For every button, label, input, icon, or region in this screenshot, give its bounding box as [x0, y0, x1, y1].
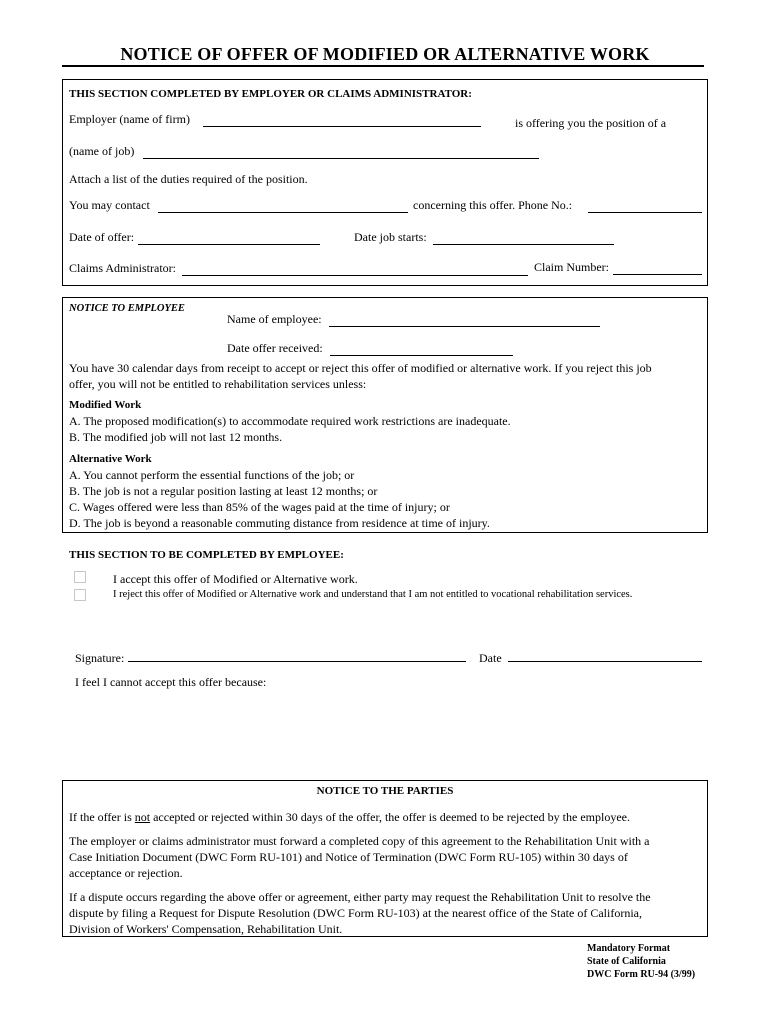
- employer-section-heading: THIS SECTION COMPLETED BY EMPLOYER OR CLAIMS ADMINISTRATOR:: [69, 88, 472, 100]
- notice-paragraph-2-line: Case Initiation Document (DWC Form RU-101) and Notice of Termination (DWC Form RU-105) within 30 days of: [69, 850, 628, 864]
- job-name-field[interactable]: [143, 158, 539, 159]
- notice-paragraph-3-line: Division of Workers' Compensation, Rehabilitation Unit.: [69, 922, 343, 936]
- accept-text: I accept this offer of Modified or Alternative work.: [113, 572, 358, 586]
- notice-paragraph-1-not: not: [134, 810, 151, 824]
- date-label: Date: [479, 651, 502, 665]
- list-item: C. Wages offered were less than 85% of the wages paid at the time of injury; or: [69, 500, 450, 514]
- contact-field[interactable]: [158, 212, 408, 213]
- employer-name-label: Employer (name of firm): [69, 112, 190, 126]
- notice-paragraph-2-line: acceptance or rejection.: [69, 866, 183, 880]
- list-item: A. The proposed modification(s) to accommodate required work restrictions are inadequate.: [69, 414, 511, 428]
- employee-section-heading: THIS SECTION TO BE COMPLETED BY EMPLOYEE:: [69, 549, 344, 561]
- concerning-phone-label: concerning this offer. Phone No.:: [413, 198, 573, 212]
- date-job-starts-field[interactable]: [433, 244, 614, 245]
- date-of-offer-label: Date of offer:: [69, 230, 135, 244]
- accept-checkbox[interactable]: [74, 571, 86, 583]
- claim-number-field[interactable]: [613, 274, 702, 275]
- claims-administrator-field[interactable]: [182, 275, 528, 276]
- list-item: D. The job is beyond a reasonable commuting distance from residence at time of injury.: [69, 516, 490, 530]
- modified-work-list: [69, 413, 701, 445]
- footer-mandatory-format: Mandatory Format: [587, 943, 671, 954]
- notice-paragraph-1-end: accepted or rejected within 30 days of the offer, the offer is deemed to be rejected by the employee.: [150, 810, 630, 824]
- notice-paragraph-1: [69, 810, 630, 825]
- claims-administrator-label: Claims Administrator:: [69, 261, 176, 275]
- reject-checkbox[interactable]: [74, 589, 86, 601]
- employee-name-label: Name of employee:: [227, 312, 322, 326]
- notice-paragraph-1-start: If the offer is: [69, 810, 135, 824]
- signature-label: Signature:: [75, 651, 125, 665]
- date-job-starts-label: Date job starts:: [354, 230, 427, 244]
- notice-paragraph-2-line: The employer or claims administrator must forward a completed copy of this agreement to the Rehabilitation Unit with a: [69, 834, 650, 848]
- employer-name-field[interactable]: [203, 126, 481, 127]
- offering-text: is offering you the position of a: [515, 116, 667, 130]
- form-footer: [587, 942, 695, 981]
- cannot-accept-reason-field[interactable]: [75, 692, 702, 772]
- notice-paragraph-3-line: dispute by filing a Request for Dispute Resolution (DWC Form RU-103) at the nearest office of the State of California,: [69, 906, 642, 920]
- date-offer-received-label: Date offer received:: [227, 341, 323, 355]
- modified-work-heading: Modified Work: [69, 399, 142, 411]
- notice-to-parties-heading: NOTICE TO THE PARTIES: [316, 785, 454, 797]
- list-item: B. The job is not a regular position lasting at least 12 months; or: [69, 484, 378, 498]
- title-rule: [62, 65, 704, 67]
- notice-paragraph-3-line: If a dispute occurs regarding the above offer or agreement, either party may request the Rehabilitation Unit to resolve the: [69, 890, 651, 904]
- attach-duties-text: Attach a list of the duties required of the position.: [69, 172, 308, 186]
- form-title: NOTICE OF OFFER OF MODIFIED OR ALTERNATIVE WORK: [120, 44, 650, 64]
- alternative-work-heading: Alternative Work: [69, 453, 152, 465]
- notice-paragraph-2: [69, 833, 701, 881]
- alternative-work-list: [69, 467, 701, 531]
- reject-text: I reject this offer of Modified or Alternative work and understand that I am not entitled to vocational rehabilitation services.: [113, 589, 633, 600]
- notice-paragraph-3: [69, 889, 701, 937]
- employee-name-field[interactable]: [329, 326, 600, 327]
- list-item: B. The modified job will not last 12 months.: [69, 430, 283, 444]
- claim-number-label: Claim Number:: [534, 260, 609, 274]
- date-field[interactable]: [508, 661, 702, 662]
- footer-state: State of California: [587, 956, 666, 967]
- cannot-accept-label: I feel I cannot accept this offer because:: [75, 675, 267, 689]
- signature-field[interactable]: [128, 661, 466, 662]
- job-name-label: (name of job): [69, 144, 135, 158]
- rejection-intro: [69, 360, 701, 392]
- list-item: A. You cannot perform the essential functions of the job; or: [69, 468, 355, 482]
- rejection-intro-line-2: offer, you will not be entitled to rehabilitation services unless:: [69, 377, 367, 391]
- date-of-offer-field[interactable]: [138, 244, 320, 245]
- footer-form-number: DWC Form RU-94 (3/99): [587, 969, 696, 980]
- contact-label: You may contact: [69, 198, 150, 212]
- notice-to-employee-heading: NOTICE TO EMPLOYEE: [69, 303, 185, 314]
- date-offer-received-field[interactable]: [330, 355, 513, 356]
- phone-field[interactable]: [588, 212, 702, 213]
- rejection-intro-line-1: You have 30 calendar days from receipt to accept or reject this offer of modified or alternative work. If you reject this job: [69, 361, 652, 375]
